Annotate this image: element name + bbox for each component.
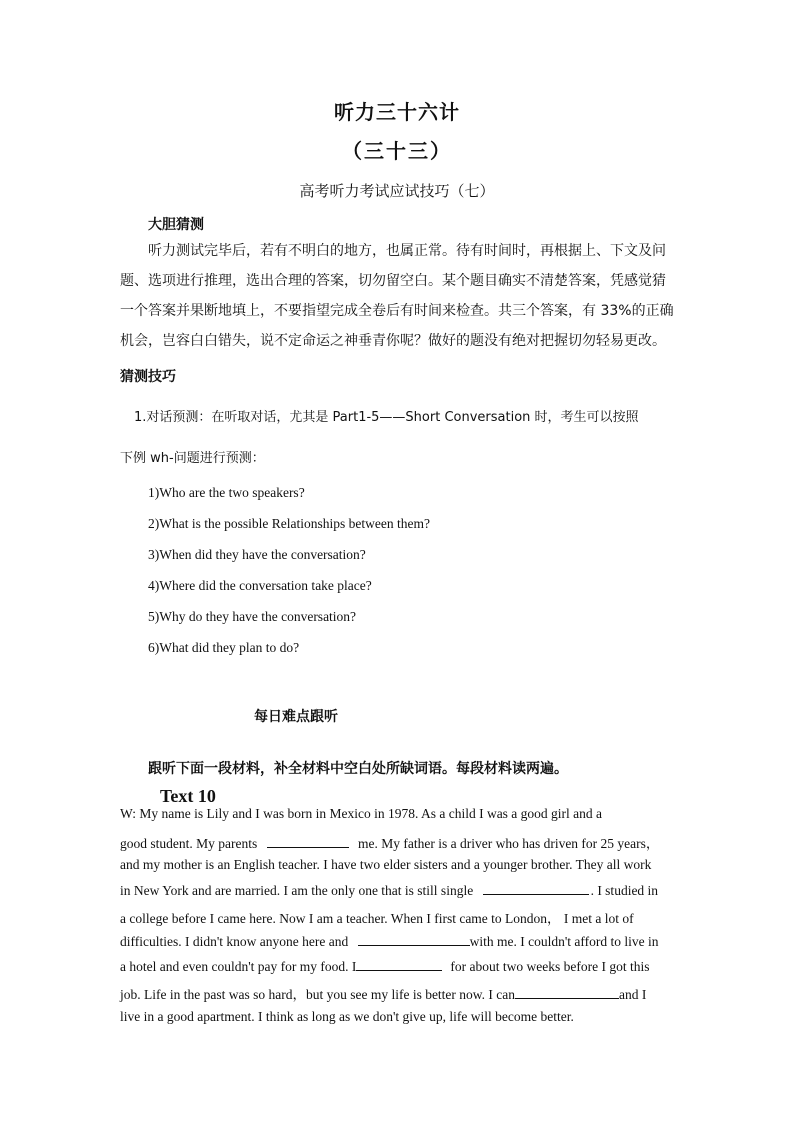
tip-line-1: 1.对话预测：在听取对话，尤其是 Part1-5——Short Conversation 时，考生可以按照 [134, 410, 639, 425]
section1-text: 听力测试完毕后，若有不明白的地方，也属正常。待有时间时，再根据上、下文及问题、选项进行推理，选出合理的答案，切勿留空白。某个题目确实不清楚答案，凭感觉猜一个答案并果断地填上，不要指望完成全卷后有时间来检查。共三个答案，有 33%的正确机会，岂容白白错失，说不定命运之神垂青你呢？做好的题没有绝对把握切勿轻易更改。 [120, 243, 674, 349]
section1-title: 大胆猜测 [148, 217, 204, 233]
question-item: 2)What is the possible Relationships between them? [148, 516, 430, 531]
question-item: 5)Why do they have the conversation? [148, 609, 357, 624]
passage-line-1: W: My name is Lily and I was born in Mexico in 1978. As a child I was a good girl and a [120, 806, 603, 821]
passage-line-3: and my mother is an English teacher. I have two elder sisters and a younger brother. They all work [120, 857, 652, 872]
page-title: 听力三十六计 [334, 100, 460, 124]
passage-line-7 [120, 958, 674, 975]
passage-text: in New York and are married. I am the only one that is still single [120, 883, 474, 898]
question-item: 6)What did they plan to do? [148, 640, 300, 655]
instruction-text: 跟听下面一段材料，补全材料中空白处所缺词语。每段材料读两遍。 [148, 761, 568, 777]
passage-text: with me. I couldn't afford to live in [469, 934, 659, 949]
fill-blank-1[interactable] [267, 835, 349, 848]
passage-text: a hotel and even couldn't pay for my food. I [120, 959, 357, 974]
passage-text: . I studied in [590, 883, 659, 898]
passage-text: and I [619, 987, 647, 1002]
passage-line-2 [120, 832, 674, 852]
passage-text: me. My father is a driver who has driven for 25 years， [358, 836, 660, 851]
daily-title: 每日难点跟听 [254, 709, 338, 725]
passage-text: for about two weeks before I got this [450, 959, 650, 974]
passage-text: good student. My parents [120, 836, 258, 851]
section-heading: 高考听力考试应试技巧（七） [299, 182, 495, 200]
passage-line-6 [120, 933, 674, 950]
passage-line-8 [120, 983, 674, 1003]
page-subtitle: （三十三） [342, 139, 452, 163]
section1-paragraph [120, 236, 676, 356]
fill-blank-2[interactable] [483, 882, 589, 895]
question-item: 1)Who are the two speakers? [148, 485, 305, 500]
fill-blank-3[interactable] [358, 933, 470, 946]
section2-title: 猜测技巧 [120, 369, 176, 385]
question-item: 3)When did they have the conversation? [148, 547, 366, 562]
passage-line-4 [120, 882, 674, 899]
passage-line-9: live in a good apartment. I think as long as we don't give up, life will become better. [120, 1009, 574, 1024]
fill-blank-5[interactable] [515, 986, 619, 999]
tip-line-2: 下例 wh-问题进行预测： [120, 451, 265, 466]
passage-text: difficulties. I didn't know anyone here and [120, 934, 349, 949]
fill-blank-4[interactable] [356, 958, 442, 971]
question-item: 4)Where did the conversation take place? [148, 578, 372, 593]
passage-text: job. Life in the past was so hard，but you see my life is better now. I can [120, 987, 516, 1002]
passage-line-5: a college before I came here. Now I am a teacher. When I first came to London， I met a lot of [120, 911, 634, 926]
text-title: Text 10 [160, 786, 216, 806]
